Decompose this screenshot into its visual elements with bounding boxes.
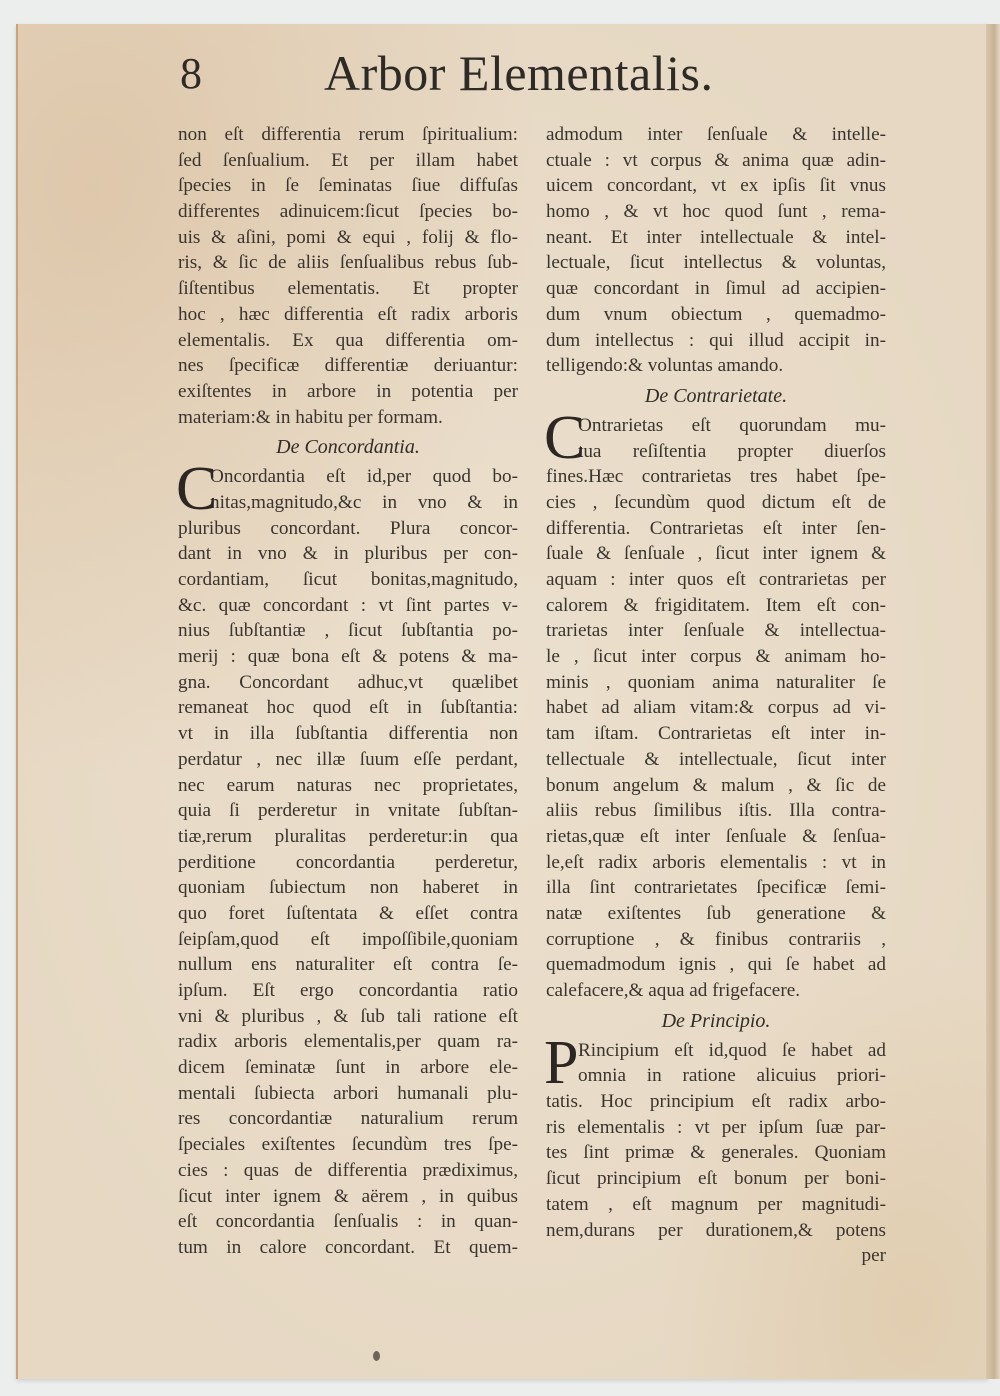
text-line: dant in vno & in pluribus per con-: [178, 543, 518, 565]
text-line: cies : quas de differentia prædiximus,: [178, 1159, 518, 1181]
text-line: ſicut principium eſt bonum per boni-: [546, 1168, 886, 1190]
text-line: non eſt differentia rerum ſpiritualium:: [178, 124, 518, 145]
text-line: rietas,quæ eſt inter ſenſuale & ſenſua-: [546, 825, 886, 847]
section-heading-concordantia: De Concordantia.: [276, 436, 420, 459]
drop-cap: C: [176, 455, 218, 524]
text-line: illa ſint contrarietates ſpecificæ ſemi-: [546, 877, 886, 899]
paragraph-continuation: [546, 122, 886, 379]
text-line: le,eſt radix arboris elementalis : vt in: [546, 851, 886, 873]
text-line: ſuale & ſenſuale , ſicut inter ignem &: [546, 543, 886, 565]
text-line: le , ſicut inter corpus & animam ho-: [546, 646, 886, 668]
text-line: uis & aſini, pomi & equi , folij & flo-: [178, 226, 518, 248]
paragraph-principio: [544, 1028, 886, 1244]
text-line: materiam:& in habitu per formam.: [178, 406, 443, 428]
text-line: calorem & frigiditatem. Item eſt con-: [546, 594, 886, 616]
drop-cap: P: [544, 1028, 579, 1097]
text-line: &c. quæ concordant : vt ſint partes v-: [178, 594, 518, 616]
text-line: Ontrarietas eſt quorundam mu-: [578, 414, 886, 436]
text-line: quoniam ſubiectum non haberet in: [178, 877, 518, 899]
text-line: homo , & vt hoc quod ſunt , rema-: [546, 201, 886, 223]
text-line: admodum inter ſenſuale & intelle-: [546, 124, 886, 145]
text-line: tes ſint primæ & generales. Quoniam: [546, 1142, 886, 1164]
paragraph-differentia: [178, 122, 518, 430]
text-line: elementalis. Ex qua differentia om-: [178, 329, 518, 351]
text-line: nius ſubſtantiæ , ſicut ſubſtantia po-: [178, 620, 518, 642]
text-line: ſpecies in ſe ſeminatas ſiue diffuſas: [178, 175, 518, 197]
text-line: Rincipium eſt id,quod ſe habet ad: [578, 1039, 886, 1061]
text-line: fines.Hæc contrarietas tres habet ſpe-: [546, 466, 886, 488]
running-head: [176, 44, 786, 114]
text-line: quæ concordant in ſimul ad accipien-: [546, 278, 886, 300]
text-line: telligendo:& voluntas amando.: [546, 355, 784, 377]
text-line: cordantiam, ſicut bonitas,magnitudo,: [178, 569, 518, 590]
catchword: per: [861, 1245, 886, 1267]
drop-cap: C: [544, 403, 586, 472]
text-line: Oncordantia eſt id,per quod bo-: [210, 466, 518, 488]
paragraph-concordantia: [176, 455, 518, 1260]
text-line: ſicut inter ignem & aërem , in quibus: [178, 1185, 518, 1207]
text-line: tam iſtam. Contrarietas eſt inter in-: [546, 723, 886, 745]
text-line: quemadmodum ignis , qui ſe habet ad: [546, 954, 886, 976]
text-line: trarietas inter ſenſuale & intellectua-: [546, 620, 886, 642]
text-line: neant. Et inter intellectuale & intel-: [546, 226, 886, 248]
text-line: eſt concordantia ſenſualis : in quan-: [178, 1211, 518, 1233]
text-line: omnia in ratione alicuius priori-: [578, 1065, 886, 1087]
text-line: dum vnum obiectum , quemadmo-: [546, 303, 886, 325]
text-line: tatis. Hoc principium eſt radix arbo-: [546, 1091, 886, 1113]
text-line: lectuale, ſicut intellectus & voluntas,: [546, 252, 886, 274]
text-line: tiæ,rerum pluralitas perderetur:in qua: [178, 825, 518, 847]
text-line: minis , quoniam anima naturaliter ſe: [546, 671, 886, 693]
text-line: pluribus concordant. Plura concor-: [178, 517, 518, 539]
text-line: bonum angelum & malum , & ſic de: [546, 774, 886, 796]
text-line: aliis rebus ſimilibus iſtis. Illa contra-: [546, 800, 886, 822]
text-line: nitas,magnitudo,&c in vno & in: [210, 491, 518, 513]
page-number: 8: [180, 49, 202, 98]
text-line: ipſum. Eſt ergo concordantia ratio: [178, 980, 518, 1001]
text-line: tatem , eſt magnum per magnitudi-: [546, 1193, 886, 1215]
text-line: tua reſiſtentia propter diuerſos: [578, 440, 886, 462]
text-line: tellectuale & intellectuale, ſicut inter: [546, 748, 886, 770]
text-line: tum in calore concordant. Et quem-: [178, 1236, 518, 1258]
section-heading-contrarietate: De Contrarietate.: [644, 384, 788, 407]
text-line: natæ exiſtentes ſub generatione &: [546, 902, 886, 924]
text-line: quo foret ſuſtentata & eſſet contra: [178, 902, 518, 924]
text-line: differentes adinuicem:ſicut ſpecies bo-: [178, 201, 518, 223]
text-line: ſpeciales exiſtentes ſecundùm tres ſpe-: [178, 1134, 518, 1156]
text-line: dum intellectus : qui illud accipit in-: [546, 329, 886, 351]
text-line: habet ad aliam vitam:& corpus ad vi-: [546, 697, 886, 719]
text-line: aquam : inter quos eſt contrarietas per: [546, 569, 886, 590]
text-line: cies , ſecundùm quod dictum eſt de: [546, 491, 886, 513]
text-line: res concordantiæ naturalium rerum: [178, 1108, 518, 1130]
text-line: nem,durans per durationem,& potens: [546, 1219, 886, 1241]
text-line: differentia. Contrarietas eſt inter ſen-: [546, 517, 886, 539]
text-line: ſeipſam,quod eſt impoſſibile,quoniam: [178, 928, 518, 950]
text-line: nec earum naturas nec proprietates,: [178, 774, 518, 796]
section-heading-principio: De Principio.: [661, 1009, 771, 1032]
text-line: gna. Concordant adhuc,vt quælibet: [178, 671, 518, 693]
text-line: perditione concordantia perderetur,: [178, 851, 518, 873]
text-line: hoc , hæc differentia eſt radix arboris: [178, 303, 518, 325]
text-line: remaneat hoc quod eſt in ſubſtantia:: [178, 697, 518, 719]
text-line: calefacere,& aqua ad frigefacere.: [546, 980, 801, 1001]
paragraph-contrarietate: [544, 403, 886, 1004]
text-line: vni & pluribus , & ſub tali ratione eſt: [178, 1005, 518, 1027]
text-line: ris, & ſic de aliis ſenſualibus rebus ſub-: [178, 252, 518, 274]
left-column: [178, 122, 518, 1261]
text-line: ſiſtentibus elementatis. Et propter: [178, 278, 518, 300]
right-column: [546, 122, 886, 1269]
ink-spot: [373, 1351, 380, 1361]
text-line: uicem concordant, vt ex ipſis ſit vnus: [546, 175, 886, 197]
text-line: merij : quæ bona eſt & potens & ma-: [178, 646, 518, 668]
text-line: dicem ſeminatæ ſunt in arbore ele-: [178, 1057, 518, 1079]
text-line: ris elementalis : vt per ipſum ſuæ par-: [546, 1116, 886, 1138]
text-line: perdatur , nec illæ ſuum eſſe perdant,: [178, 748, 518, 770]
text-line: vt in illa ſubſtantia differentia non: [178, 723, 518, 745]
text-line: quia ſi perderetur in vnitate ſubſtan-: [178, 800, 518, 822]
text-line: nes ſpecificæ differentiæ deriuantur:: [178, 355, 518, 377]
text-line: ctuale : vt corpus & anima quæ adin-: [546, 149, 886, 171]
text-line: corruptione , & finibus contrariis ,: [546, 928, 886, 950]
text-line: mentali ſubiecta arbori humanali plu-: [178, 1082, 518, 1104]
page-edge: [986, 24, 1000, 1379]
text-line: ſed ſenſualium. Et per illam habet: [178, 149, 518, 171]
text-line: radix arboris elementalis,per quam ra-: [178, 1031, 518, 1053]
running-title: Arbor Elementalis.: [324, 45, 714, 101]
text-line: nullum ens naturaliter eſt contra ſe-: [178, 954, 518, 976]
text-line: exiſtentes in arbore in potentia per: [178, 380, 518, 402]
